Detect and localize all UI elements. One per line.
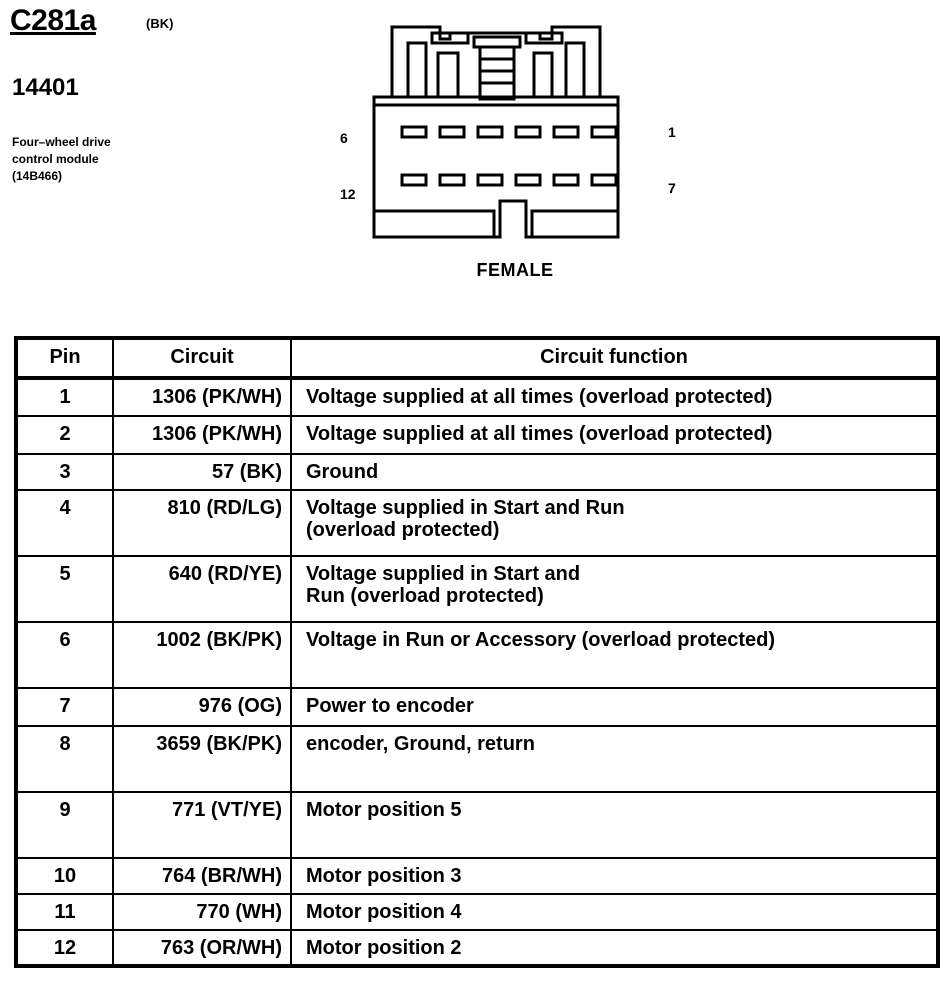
cell-circuit: 57 (BK) bbox=[113, 454, 291, 490]
connector-face-diagram bbox=[330, 15, 670, 245]
header-pin: Pin bbox=[16, 338, 113, 378]
cell-function: Motor position 5 bbox=[291, 792, 938, 858]
cell-function: Voltage supplied at all times (overload protected) bbox=[291, 378, 938, 416]
connector-id: C281a bbox=[10, 4, 96, 37]
cell-function: Ground bbox=[291, 454, 938, 490]
pin-assignment-table bbox=[14, 336, 940, 968]
header-circuit-function: Circuit function bbox=[291, 338, 938, 378]
table-row bbox=[16, 688, 938, 726]
pin-label-top-left: 6 bbox=[340, 130, 348, 146]
cell-circuit: 1306 (PK/WH) bbox=[113, 416, 291, 454]
pin-label-bottom-left: 12 bbox=[340, 186, 356, 202]
table-row bbox=[16, 930, 938, 966]
table-row bbox=[16, 556, 938, 622]
table-row bbox=[16, 622, 938, 688]
cell-pin: 1 bbox=[16, 378, 113, 416]
cell-function: Motor position 3 bbox=[291, 858, 938, 894]
cell-pin: 2 bbox=[16, 416, 113, 454]
cell-function: Power to encoder bbox=[291, 688, 938, 726]
part-number: 14401 bbox=[12, 74, 79, 101]
cell-pin: 8 bbox=[16, 726, 113, 792]
cell-pin: 11 bbox=[16, 894, 113, 930]
cell-pin: 9 bbox=[16, 792, 113, 858]
cell-circuit: 770 (WH) bbox=[113, 894, 291, 930]
table-header-row bbox=[16, 338, 938, 378]
module-description: Four–wheel drive control module (14B466) bbox=[12, 135, 111, 183]
cell-circuit: 1306 (PK/WH) bbox=[113, 378, 291, 416]
cell-circuit: 1002 (BK/PK) bbox=[113, 622, 291, 688]
cell-circuit: 763 (OR/WH) bbox=[113, 930, 291, 966]
cell-circuit: 976 (OG) bbox=[113, 688, 291, 726]
color-code: (BK) bbox=[146, 16, 174, 31]
table-row bbox=[16, 726, 938, 792]
table-row bbox=[16, 416, 938, 454]
cell-pin: 10 bbox=[16, 858, 113, 894]
table-row bbox=[16, 454, 938, 490]
table-row bbox=[16, 378, 938, 416]
cell-function: Motor position 2 bbox=[291, 930, 938, 966]
table-row bbox=[16, 894, 938, 930]
cell-function: encoder, Ground, return bbox=[291, 726, 938, 792]
cell-pin: 5 bbox=[16, 556, 113, 622]
cell-function: Voltage supplied in Start and Run (overload protected) bbox=[291, 556, 938, 622]
cell-circuit: 810 (RD/LG) bbox=[113, 490, 291, 556]
table-row bbox=[16, 858, 938, 894]
cell-function: Voltage supplied in Start and Run (overload protected) bbox=[291, 490, 938, 556]
cell-circuit: 3659 (BK/PK) bbox=[113, 726, 291, 792]
cell-pin: 7 bbox=[16, 688, 113, 726]
pin-label-top-right: 1 bbox=[668, 124, 676, 140]
cell-function: Voltage supplied at all times (overload protected) bbox=[291, 416, 938, 454]
cell-circuit: 640 (RD/YE) bbox=[113, 556, 291, 622]
cell-function: Motor position 4 bbox=[291, 894, 938, 930]
cell-circuit: 771 (VT/YE) bbox=[113, 792, 291, 858]
cell-pin: 6 bbox=[16, 622, 113, 688]
pin-label-bottom-right: 7 bbox=[668, 180, 676, 196]
table-row bbox=[16, 792, 938, 858]
cell-circuit: 764 (BR/WH) bbox=[113, 858, 291, 894]
connector-gender-label: FEMALE bbox=[476, 260, 554, 280]
header-circuit: Circuit bbox=[113, 338, 291, 378]
cell-function: Voltage in Run or Accessory (overload protected) bbox=[291, 622, 938, 688]
table-row bbox=[16, 490, 938, 556]
cell-pin: 3 bbox=[16, 454, 113, 490]
cell-pin: 4 bbox=[16, 490, 113, 556]
cell-pin: 12 bbox=[16, 930, 113, 966]
